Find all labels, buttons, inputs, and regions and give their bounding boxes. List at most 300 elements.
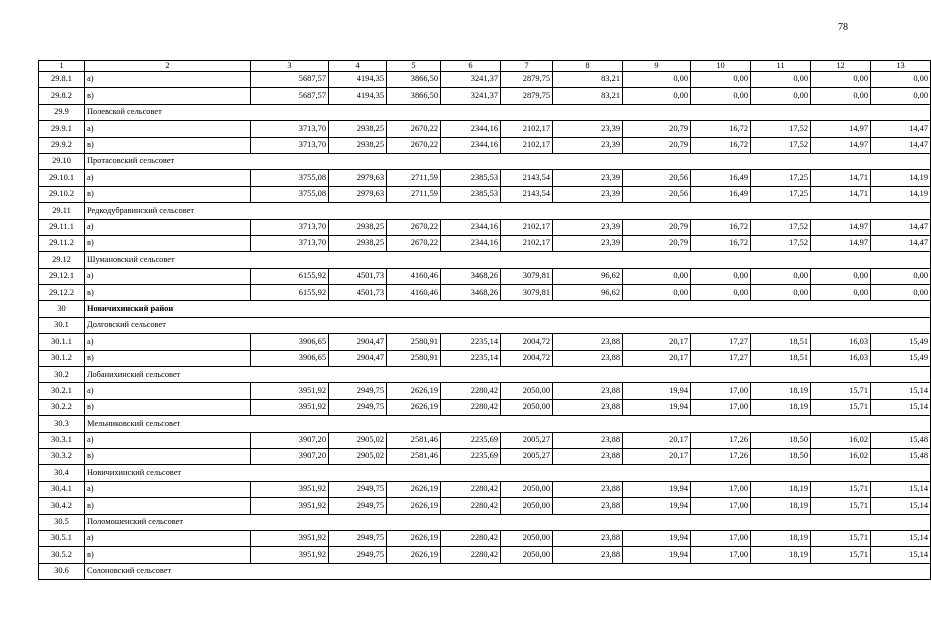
- cell-value: 23,88: [553, 334, 623, 350]
- section-title: Шумановский сельсовет: [85, 252, 931, 268]
- cell-value: 2050,00: [501, 498, 553, 514]
- cell-value: 0,00: [691, 285, 751, 301]
- section-title: Редкодубравинский сельсовет: [85, 203, 931, 219]
- cell-value: 2102,17: [501, 121, 553, 137]
- cell-value: 3907,20: [251, 432, 329, 448]
- cell-value: 14,71: [811, 170, 871, 186]
- row-code: 29.8.1: [39, 72, 85, 88]
- cell-value: 18,51: [751, 334, 811, 350]
- cell-value: 19,94: [623, 481, 691, 497]
- table-row: [39, 88, 931, 104]
- cell-value: 2280,42: [441, 399, 501, 415]
- row-letter: а): [85, 219, 251, 235]
- cell-value: 23,88: [553, 448, 623, 464]
- cell-value: 2938,25: [329, 121, 387, 137]
- cell-value: 2102,17: [501, 137, 553, 153]
- cell-value: 23,88: [553, 481, 623, 497]
- cell-value: 0,00: [751, 268, 811, 284]
- row-code: 29.10.1: [39, 170, 85, 186]
- cell-value: 6155,92: [251, 268, 329, 284]
- table-row: [39, 350, 931, 366]
- cell-value: 20,17: [623, 448, 691, 464]
- cell-value: 3241,37: [441, 88, 501, 104]
- cell-value: 6155,92: [251, 285, 329, 301]
- cell-value: 15,14: [871, 530, 931, 546]
- cell-value: 3866,50: [387, 88, 441, 104]
- table-row: [39, 432, 931, 448]
- cell-value: 23,88: [553, 498, 623, 514]
- cell-value: 2344,16: [441, 235, 501, 251]
- cell-value: 4501,73: [329, 268, 387, 284]
- cell-value: 14,47: [871, 235, 931, 251]
- cell-value: 0,00: [623, 285, 691, 301]
- cell-value: 2580,91: [387, 334, 441, 350]
- row-code: 29.12: [39, 252, 85, 268]
- cell-value: 15,14: [871, 481, 931, 497]
- data-table: [38, 60, 931, 580]
- cell-value: 20,79: [623, 137, 691, 153]
- cell-value: 2102,17: [501, 235, 553, 251]
- table-row: [39, 448, 931, 464]
- cell-value: 2235,14: [441, 334, 501, 350]
- cell-value: 0,00: [691, 268, 751, 284]
- cell-value: 20,17: [623, 432, 691, 448]
- cell-value: 2626,19: [387, 530, 441, 546]
- cell-value: 5687,57: [251, 88, 329, 104]
- cell-value: 20,79: [623, 219, 691, 235]
- cell-value: 14,97: [811, 137, 871, 153]
- cell-value: 3755,08: [251, 186, 329, 202]
- cell-value: 0,00: [811, 268, 871, 284]
- cell-value: 23,88: [553, 399, 623, 415]
- cell-value: 15,14: [871, 383, 931, 399]
- cell-value: 2005,27: [501, 448, 553, 464]
- cell-value: 83,21: [553, 72, 623, 88]
- row-letter: а): [85, 530, 251, 546]
- table-row: [39, 170, 931, 186]
- cell-value: 14,19: [871, 186, 931, 202]
- row-code: 29.11: [39, 203, 85, 219]
- cell-value: 18,19: [751, 547, 811, 563]
- cell-value: 2949,75: [329, 399, 387, 415]
- cell-value: 2385,53: [441, 170, 501, 186]
- cell-value: 14,19: [871, 170, 931, 186]
- cell-value: 14,71: [811, 186, 871, 202]
- cell-value: 16,03: [811, 350, 871, 366]
- cell-value: 2670,22: [387, 219, 441, 235]
- column-header: 8: [553, 61, 623, 72]
- cell-value: 2280,42: [441, 481, 501, 497]
- row-code: 30.3.2: [39, 448, 85, 464]
- cell-value: 2344,16: [441, 137, 501, 153]
- cell-value: 23,88: [553, 383, 623, 399]
- cell-value: 4160,46: [387, 285, 441, 301]
- cell-value: 19,94: [623, 530, 691, 546]
- column-header: 12: [811, 61, 871, 72]
- cell-value: 2235,14: [441, 350, 501, 366]
- cell-value: 2235,69: [441, 432, 501, 448]
- cell-value: 2938,25: [329, 137, 387, 153]
- cell-value: 0,00: [871, 72, 931, 88]
- cell-value: 19,94: [623, 399, 691, 415]
- cell-value: 3951,92: [251, 383, 329, 399]
- section-row: [39, 203, 931, 219]
- row-code: 30.1: [39, 317, 85, 333]
- cell-value: 2711,59: [387, 186, 441, 202]
- section-row: [39, 514, 931, 530]
- cell-value: 83,21: [553, 88, 623, 104]
- cell-value: 14,97: [811, 219, 871, 235]
- cell-value: 19,94: [623, 498, 691, 514]
- section-title: Мельниковский сельсовет: [85, 416, 931, 432]
- section-title: Новичихинский сельсовет: [85, 465, 931, 481]
- cell-value: 17,25: [751, 186, 811, 202]
- section-row: [39, 465, 931, 481]
- cell-value: 3906,65: [251, 334, 329, 350]
- cell-value: 15,49: [871, 334, 931, 350]
- cell-value: 17,27: [691, 350, 751, 366]
- table-row: [39, 383, 931, 399]
- cell-value: 0,00: [811, 285, 871, 301]
- table-row: [39, 72, 931, 88]
- cell-value: 2050,00: [501, 399, 553, 415]
- cell-value: 3079,81: [501, 268, 553, 284]
- row-letter: в): [85, 285, 251, 301]
- section-row: [39, 563, 931, 579]
- cell-value: 0,00: [691, 72, 751, 88]
- cell-value: 18,19: [751, 498, 811, 514]
- table-row: [39, 530, 931, 546]
- cell-value: 16,72: [691, 235, 751, 251]
- cell-value: 4194,35: [329, 88, 387, 104]
- row-code: 30.2.1: [39, 383, 85, 399]
- cell-value: 2143,54: [501, 186, 553, 202]
- row-letter: а): [85, 432, 251, 448]
- cell-value: 4501,73: [329, 285, 387, 301]
- cell-value: 3713,70: [251, 121, 329, 137]
- cell-value: 14,97: [811, 121, 871, 137]
- cell-value: 2004,72: [501, 350, 553, 366]
- cell-value: 14,47: [871, 137, 931, 153]
- cell-value: 18,19: [751, 481, 811, 497]
- cell-value: 23,39: [553, 121, 623, 137]
- row-letter: а): [85, 121, 251, 137]
- cell-value: 18,50: [751, 448, 811, 464]
- cell-value: 23,39: [553, 137, 623, 153]
- row-code: 30.1.2: [39, 350, 85, 366]
- column-header: 10: [691, 61, 751, 72]
- row-code: 29.9.2: [39, 137, 85, 153]
- cell-value: 15,14: [871, 399, 931, 415]
- section-title: Поломошенский сельсовет: [85, 514, 931, 530]
- row-code: 29.12.1: [39, 268, 85, 284]
- cell-value: 3713,70: [251, 235, 329, 251]
- cell-value: 2979,63: [329, 186, 387, 202]
- row-code: 30.5.1: [39, 530, 85, 546]
- cell-value: 23,39: [553, 219, 623, 235]
- column-header: 1: [39, 61, 85, 72]
- cell-value: 23,39: [553, 235, 623, 251]
- column-header: 7: [501, 61, 553, 72]
- cell-value: 17,00: [691, 481, 751, 497]
- table-row: [39, 219, 931, 235]
- cell-value: 2280,42: [441, 547, 501, 563]
- column-header: 5: [387, 61, 441, 72]
- cell-value: 0,00: [871, 285, 931, 301]
- section-row: [39, 104, 931, 120]
- cell-value: 96,62: [553, 268, 623, 284]
- cell-value: 96,62: [553, 285, 623, 301]
- region-title: Новичихинский район: [85, 301, 931, 317]
- cell-value: 2004,72: [501, 334, 553, 350]
- cell-value: 18,19: [751, 399, 811, 415]
- cell-value: 0,00: [751, 88, 811, 104]
- row-code: 29.11.1: [39, 219, 85, 235]
- cell-value: 17,52: [751, 121, 811, 137]
- row-code: 30.4: [39, 465, 85, 481]
- cell-value: 2385,53: [441, 186, 501, 202]
- row-code: 29.11.2: [39, 235, 85, 251]
- column-header: 9: [623, 61, 691, 72]
- cell-value: 15,49: [871, 350, 931, 366]
- row-letter: в): [85, 498, 251, 514]
- cell-value: 3906,65: [251, 350, 329, 366]
- cell-value: 3468,26: [441, 285, 501, 301]
- cell-value: 16,72: [691, 121, 751, 137]
- section-title: Полевской сельсовет: [85, 104, 931, 120]
- cell-value: 0,00: [811, 88, 871, 104]
- row-code: 30.1.1: [39, 334, 85, 350]
- cell-value: 2280,42: [441, 498, 501, 514]
- cell-value: 2949,75: [329, 383, 387, 399]
- cell-value: 2949,75: [329, 498, 387, 514]
- row-code: 29.8.2: [39, 88, 85, 104]
- cell-value: 3951,92: [251, 547, 329, 563]
- cell-value: 2949,75: [329, 530, 387, 546]
- cell-value: 2949,75: [329, 481, 387, 497]
- cell-value: 2670,22: [387, 137, 441, 153]
- cell-value: 16,02: [811, 432, 871, 448]
- cell-value: 2143,54: [501, 170, 553, 186]
- row-code: 30.2.2: [39, 399, 85, 415]
- section-title: Солоновский сельсовет: [85, 563, 931, 579]
- cell-value: 23,39: [553, 186, 623, 202]
- cell-value: 17,52: [751, 219, 811, 235]
- cell-value: 2879,75: [501, 72, 553, 88]
- cell-value: 2626,19: [387, 547, 441, 563]
- column-header: 11: [751, 61, 811, 72]
- cell-value: 2005,27: [501, 432, 553, 448]
- cell-value: 15,48: [871, 448, 931, 464]
- cell-value: 4194,35: [329, 72, 387, 88]
- section-title: Лобанихинский сельсовет: [85, 367, 931, 383]
- cell-value: 2938,25: [329, 219, 387, 235]
- table-row: [39, 235, 931, 251]
- cell-value: 0,00: [751, 72, 811, 88]
- cell-value: 2626,19: [387, 481, 441, 497]
- cell-value: 2344,16: [441, 219, 501, 235]
- cell-value: 20,79: [623, 235, 691, 251]
- row-letter: а): [85, 268, 251, 284]
- cell-value: 15,71: [811, 399, 871, 415]
- cell-value: 2905,02: [329, 448, 387, 464]
- cell-value: 16,72: [691, 137, 751, 153]
- cell-value: 0,00: [623, 268, 691, 284]
- cell-value: 2949,75: [329, 547, 387, 563]
- row-letter: в): [85, 235, 251, 251]
- cell-value: 3713,70: [251, 219, 329, 235]
- table-row: [39, 481, 931, 497]
- cell-value: 23,88: [553, 530, 623, 546]
- cell-value: 14,47: [871, 121, 931, 137]
- cell-value: 2280,42: [441, 530, 501, 546]
- cell-value: 15,48: [871, 432, 931, 448]
- row-code: 30.3.1: [39, 432, 85, 448]
- section-title: Долговский сельсовет: [85, 317, 931, 333]
- table-row: [39, 334, 931, 350]
- section-row: [39, 367, 931, 383]
- cell-value: 2235,69: [441, 448, 501, 464]
- row-letter: а): [85, 334, 251, 350]
- row-code: 29.9: [39, 104, 85, 120]
- cell-value: 0,00: [811, 72, 871, 88]
- cell-value: 20,17: [623, 350, 691, 366]
- cell-value: 3907,20: [251, 448, 329, 464]
- cell-value: 3079,81: [501, 285, 553, 301]
- row-letter: а): [85, 383, 251, 399]
- cell-value: 3241,37: [441, 72, 501, 88]
- cell-value: 19,94: [623, 547, 691, 563]
- section-row: [39, 416, 931, 432]
- cell-value: 3951,92: [251, 498, 329, 514]
- cell-value: 15,14: [871, 547, 931, 563]
- cell-value: 15,71: [811, 498, 871, 514]
- cell-value: 0,00: [623, 72, 691, 88]
- cell-value: 15,71: [811, 383, 871, 399]
- row-letter: а): [85, 72, 251, 88]
- cell-value: 16,02: [811, 448, 871, 464]
- row-code: 30.6: [39, 563, 85, 579]
- cell-value: 16,72: [691, 219, 751, 235]
- section-row: [39, 153, 931, 169]
- row-letter: в): [85, 350, 251, 366]
- row-letter: в): [85, 88, 251, 104]
- table-row: [39, 285, 931, 301]
- cell-value: 19,94: [623, 383, 691, 399]
- row-code: 29.10: [39, 153, 85, 169]
- cell-value: 2670,22: [387, 121, 441, 137]
- cell-value: 23,88: [553, 350, 623, 366]
- cell-value: 3468,26: [441, 268, 501, 284]
- row-code: 29.9.1: [39, 121, 85, 137]
- cell-value: 18,50: [751, 432, 811, 448]
- row-code: 30.4.2: [39, 498, 85, 514]
- cell-value: 23,88: [553, 547, 623, 563]
- column-header: 4: [329, 61, 387, 72]
- cell-value: 0,00: [871, 268, 931, 284]
- cell-value: 2344,16: [441, 121, 501, 137]
- cell-value: 3755,08: [251, 170, 329, 186]
- cell-value: 2050,00: [501, 547, 553, 563]
- cell-value: 18,51: [751, 350, 811, 366]
- column-header: 2: [85, 61, 251, 72]
- cell-value: 20,17: [623, 334, 691, 350]
- column-header: 3: [251, 61, 329, 72]
- cell-value: 0,00: [623, 88, 691, 104]
- row-letter: в): [85, 547, 251, 563]
- row-code: 30.2: [39, 367, 85, 383]
- cell-value: 23,88: [553, 432, 623, 448]
- section-row: [39, 317, 931, 333]
- cell-value: 17,52: [751, 137, 811, 153]
- table-row: [39, 268, 931, 284]
- cell-value: 3713,70: [251, 137, 329, 153]
- row-code: 30.5.2: [39, 547, 85, 563]
- cell-value: 4160,46: [387, 268, 441, 284]
- row-letter: а): [85, 481, 251, 497]
- table-row: [39, 498, 931, 514]
- cell-value: 2979,63: [329, 170, 387, 186]
- cell-value: 23,39: [553, 170, 623, 186]
- cell-value: 16,03: [811, 334, 871, 350]
- cell-value: 3951,92: [251, 530, 329, 546]
- cell-value: 17,26: [691, 432, 751, 448]
- cell-value: 2904,47: [329, 334, 387, 350]
- row-code: 29.12.2: [39, 285, 85, 301]
- cell-value: 18,19: [751, 530, 811, 546]
- cell-value: 17,00: [691, 530, 751, 546]
- header-row: [39, 61, 931, 72]
- cell-value: 2102,17: [501, 219, 553, 235]
- cell-value: 2626,19: [387, 498, 441, 514]
- cell-value: 20,56: [623, 186, 691, 202]
- table-row: [39, 186, 931, 202]
- table-row: [39, 121, 931, 137]
- cell-value: 17,26: [691, 448, 751, 464]
- cell-value: 17,00: [691, 547, 751, 563]
- cell-value: 20,79: [623, 121, 691, 137]
- row-code: 29.10.2: [39, 186, 85, 202]
- cell-value: 2581,46: [387, 432, 441, 448]
- region-row: [39, 301, 931, 317]
- row-letter: в): [85, 186, 251, 202]
- cell-value: 14,97: [811, 235, 871, 251]
- row-code: 30.5: [39, 514, 85, 530]
- cell-value: 2938,25: [329, 235, 387, 251]
- cell-value: 2581,46: [387, 448, 441, 464]
- cell-value: 16,49: [691, 170, 751, 186]
- row-letter: в): [85, 448, 251, 464]
- cell-value: 0,00: [751, 285, 811, 301]
- cell-value: 5687,57: [251, 72, 329, 88]
- section-row: [39, 252, 931, 268]
- cell-value: 14,47: [871, 219, 931, 235]
- cell-value: 17,25: [751, 170, 811, 186]
- row-letter: в): [85, 399, 251, 415]
- row-code: 30: [39, 301, 85, 317]
- cell-value: 2626,19: [387, 399, 441, 415]
- cell-value: 2050,00: [501, 530, 553, 546]
- cell-value: 2580,91: [387, 350, 441, 366]
- section-title: Протасовский сельсовет: [85, 153, 931, 169]
- cell-value: 15,71: [811, 481, 871, 497]
- cell-value: 2626,19: [387, 383, 441, 399]
- row-code: 30.3: [39, 416, 85, 432]
- cell-value: 2050,00: [501, 383, 553, 399]
- cell-value: 15,71: [811, 547, 871, 563]
- row-letter: а): [85, 170, 251, 186]
- cell-value: 0,00: [871, 88, 931, 104]
